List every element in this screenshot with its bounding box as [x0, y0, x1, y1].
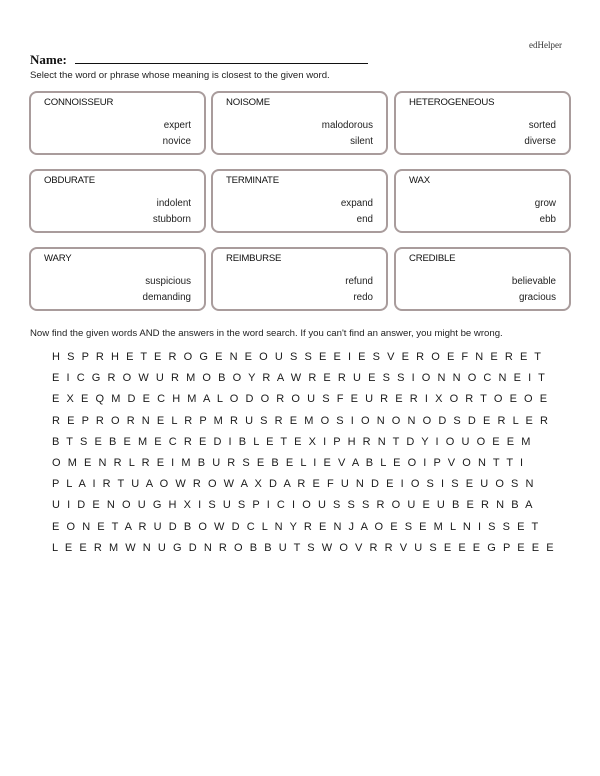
answer-option[interactable]: grow — [534, 198, 556, 209]
answer-options — [153, 196, 191, 228]
answer-option[interactable]: indolent — [156, 198, 191, 209]
question-box — [29, 247, 206, 311]
answer-options — [535, 196, 556, 228]
answer-options — [322, 118, 373, 150]
question-box — [211, 247, 388, 311]
answer-option[interactable]: redo — [353, 292, 373, 303]
word-search-row: E X E Q M D E C H M A L O D O R O U S F E U R E R I X O R T O E O E — [52, 393, 550, 406]
answer-options — [512, 274, 556, 306]
question-box — [394, 91, 571, 155]
answer-options — [345, 274, 373, 306]
question-word: HETEROGENEOUS — [409, 97, 495, 108]
word-search-row: B T S E B E M E C R E D I B L E T E X I P H R N T D Y I O U O E E M — [52, 435, 533, 448]
answer-options — [143, 274, 191, 306]
question-box — [211, 169, 388, 233]
answer-option[interactable]: expert — [163, 120, 191, 131]
answer-option[interactable]: sorted — [528, 120, 556, 131]
answer-options — [341, 196, 373, 228]
question-word: NOISOME — [226, 97, 270, 108]
answer-option[interactable]: end — [356, 214, 373, 225]
question-word: CONNOISSEUR — [44, 97, 114, 108]
answer-option[interactable]: gracious — [518, 292, 556, 303]
word-search-row: P L A I R T U A O W R O W A X D A R E F U N D E I O S I S E U O S N — [52, 478, 536, 491]
answer-option[interactable]: ebb — [539, 214, 556, 225]
answer-option[interactable]: demanding — [142, 292, 191, 303]
question-box — [394, 169, 571, 233]
question-word: REIMBURSE — [226, 253, 282, 264]
answer-option[interactable]: silent — [350, 136, 373, 147]
word-search-row: L E E R M W N U G D N R O B B U T S W O V R R V U S E E E G P E E E — [52, 541, 556, 554]
question-word: TERMINATE — [226, 175, 279, 186]
answer-options — [524, 118, 556, 150]
question-box — [29, 169, 206, 233]
word-search-row: H S P R H E T E R O G E N E O U S S E E I E S V E R O E F N E R E T — [52, 351, 544, 363]
answer-option[interactable]: novice — [162, 136, 191, 147]
brand-label: edHelper — [529, 40, 562, 50]
question-box — [394, 247, 571, 311]
word-search-row: R E P R O R N E L R P M R U S R E M O S I O N O N O D S D E R L E R — [52, 414, 550, 427]
answer-option[interactable]: suspicious — [145, 276, 191, 287]
answer-options — [163, 118, 191, 150]
word-search-row: O M E N R L R E I M B U R S E B E L I E V A B L E O I P V O N T T I — [52, 457, 526, 470]
question-word: OBDURATE — [44, 175, 95, 186]
word-search-row: U I D E N O U G H X I S U S P I C I O U S S S R O U E U B E R N B A — [52, 499, 535, 512]
question-word: WARY — [44, 253, 72, 264]
vocabulary-instruction: Select the word or phrase whose meaning is closest to the given word. — [30, 70, 330, 81]
answer-option[interactable]: refund — [345, 276, 373, 287]
answer-option[interactable]: stubborn — [152, 214, 191, 225]
answer-option[interactable]: believable — [511, 276, 556, 287]
answer-option[interactable]: diverse — [524, 136, 556, 147]
word-search-grid — [52, 347, 556, 559]
question-box — [29, 91, 206, 155]
word-search-instruction: Now find the given words AND the answers in the word search. If you can't find an answer, you might be wrong. — [30, 328, 503, 339]
name-field[interactable] — [30, 51, 375, 67]
name-underline[interactable] — [75, 63, 368, 64]
word-search-row: E I C G R O W U R M O B O Y R A W R E R U E S S I O N N O C N E I T — [52, 372, 547, 385]
name-label: Name: — [30, 52, 67, 67]
question-word: CREDIBLE — [409, 253, 456, 264]
answer-option[interactable]: expand — [340, 198, 373, 209]
question-word: WAX — [409, 175, 430, 186]
answer-option[interactable]: malodorous — [321, 120, 373, 131]
question-box — [211, 91, 388, 155]
word-search-row: E O N E T A R U D B O W D C L N Y R E N J A O E S E M L N I S S E T — [52, 520, 541, 533]
